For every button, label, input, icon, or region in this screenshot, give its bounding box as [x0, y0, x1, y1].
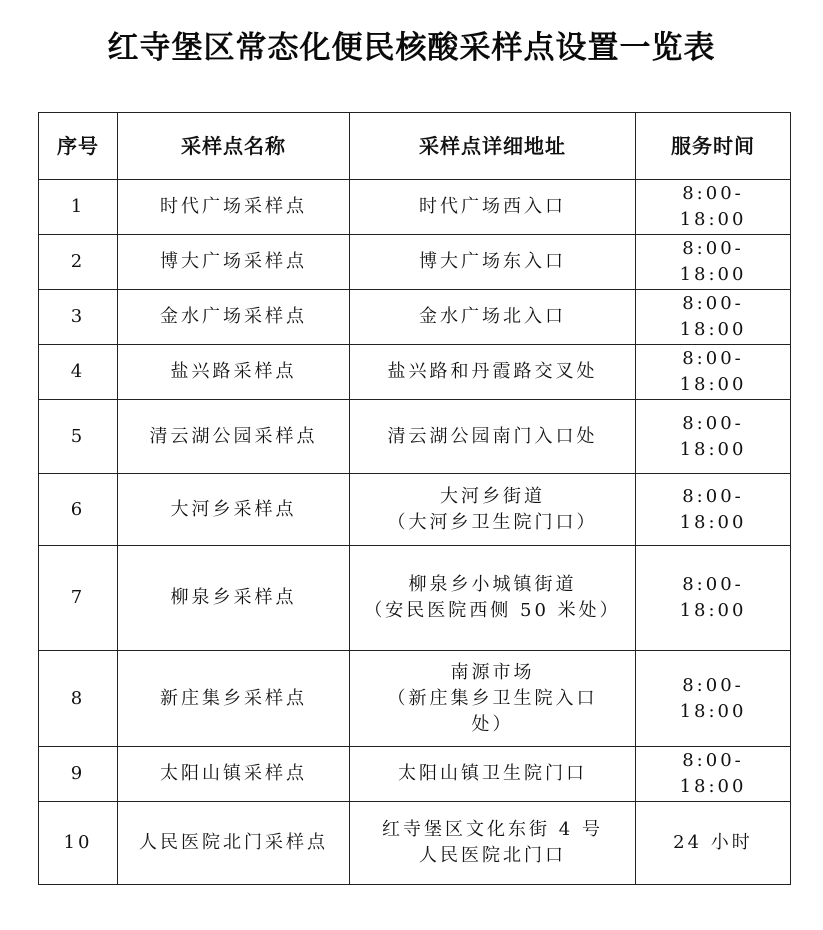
cell-serial-number: 5	[39, 400, 118, 474]
cell-site-address: 柳泉乡小城镇街道 （安民医院西侧 50 米处）	[350, 546, 636, 651]
cell-serial-number: 4	[39, 345, 118, 400]
header-service-hours: 服务时间	[636, 113, 791, 180]
cell-site-name: 人民医院北门采样点	[118, 802, 350, 885]
table-row	[39, 802, 791, 885]
cell-service-hours: 8:00- 18:00	[636, 400, 791, 474]
table-row	[39, 345, 791, 400]
cell-serial-number: 3	[39, 290, 118, 345]
sampling-sites-table	[38, 112, 791, 885]
cell-site-address: 大河乡街道 （大河乡卫生院门口）	[350, 474, 636, 546]
cell-serial-number: 7	[39, 546, 118, 651]
page-title: 红寺堡区常态化便民核酸采样点设置一览表	[107, 30, 716, 66]
table-row	[39, 474, 791, 546]
cell-service-hours: 8:00- 18:00	[636, 546, 791, 651]
cell-service-hours: 8:00- 18:00	[636, 180, 791, 235]
cell-service-hours: 8:00- 18:00	[636, 747, 791, 802]
cell-serial-number: 2	[39, 235, 118, 290]
header-site-name: 采样点名称	[118, 113, 350, 180]
cell-site-name: 博大广场采样点	[118, 235, 350, 290]
cell-service-hours: 8:00- 18:00	[636, 235, 791, 290]
table-row	[39, 546, 791, 651]
cell-serial-number: 10	[39, 802, 118, 885]
table-row	[39, 290, 791, 345]
cell-serial-number: 1	[39, 180, 118, 235]
cell-site-address: 盐兴路和丹霞路交叉处	[350, 345, 636, 400]
table-row	[39, 651, 791, 747]
cell-site-name: 清云湖公园采样点	[118, 400, 350, 474]
cell-service-hours: 8:00- 18:00	[636, 651, 791, 747]
cell-site-name: 大河乡采样点	[118, 474, 350, 546]
cell-site-name: 太阳山镇采样点	[118, 747, 350, 802]
cell-site-name: 柳泉乡采样点	[118, 546, 350, 651]
cell-site-address: 红寺堡区文化东街 4 号 人民医院北门口	[350, 802, 636, 885]
cell-service-hours: 8:00- 18:00	[636, 474, 791, 546]
cell-serial-number: 6	[39, 474, 118, 546]
table-row	[39, 180, 791, 235]
table-row	[39, 747, 791, 802]
cell-site-name: 新庄集乡采样点	[118, 651, 350, 747]
cell-site-name: 时代广场采样点	[118, 180, 350, 235]
cell-serial-number: 9	[39, 747, 118, 802]
cell-site-address: 太阳山镇卫生院门口	[350, 747, 636, 802]
table-row	[39, 235, 791, 290]
header-serial-number: 序号	[39, 113, 118, 180]
cell-site-name: 金水广场采样点	[118, 290, 350, 345]
cell-service-hours: 24 小时	[636, 802, 791, 885]
cell-site-address: 南源市场 （新庄集乡卫生院入口 处）	[350, 651, 636, 747]
cell-site-address: 清云湖公园南门入口处	[350, 400, 636, 474]
table-header-row	[39, 113, 791, 180]
cell-site-address: 博大广场东入口	[350, 235, 636, 290]
header-site-address: 采样点详细地址	[350, 113, 636, 180]
cell-service-hours: 8:00- 18:00	[636, 290, 791, 345]
table-row	[39, 400, 791, 474]
cell-site-address: 时代广场西入口	[350, 180, 636, 235]
cell-site-address: 金水广场北入口	[350, 290, 636, 345]
cell-site-name: 盐兴路采样点	[118, 345, 350, 400]
cell-service-hours: 8:00- 18:00	[636, 345, 791, 400]
cell-serial-number: 8	[39, 651, 118, 747]
